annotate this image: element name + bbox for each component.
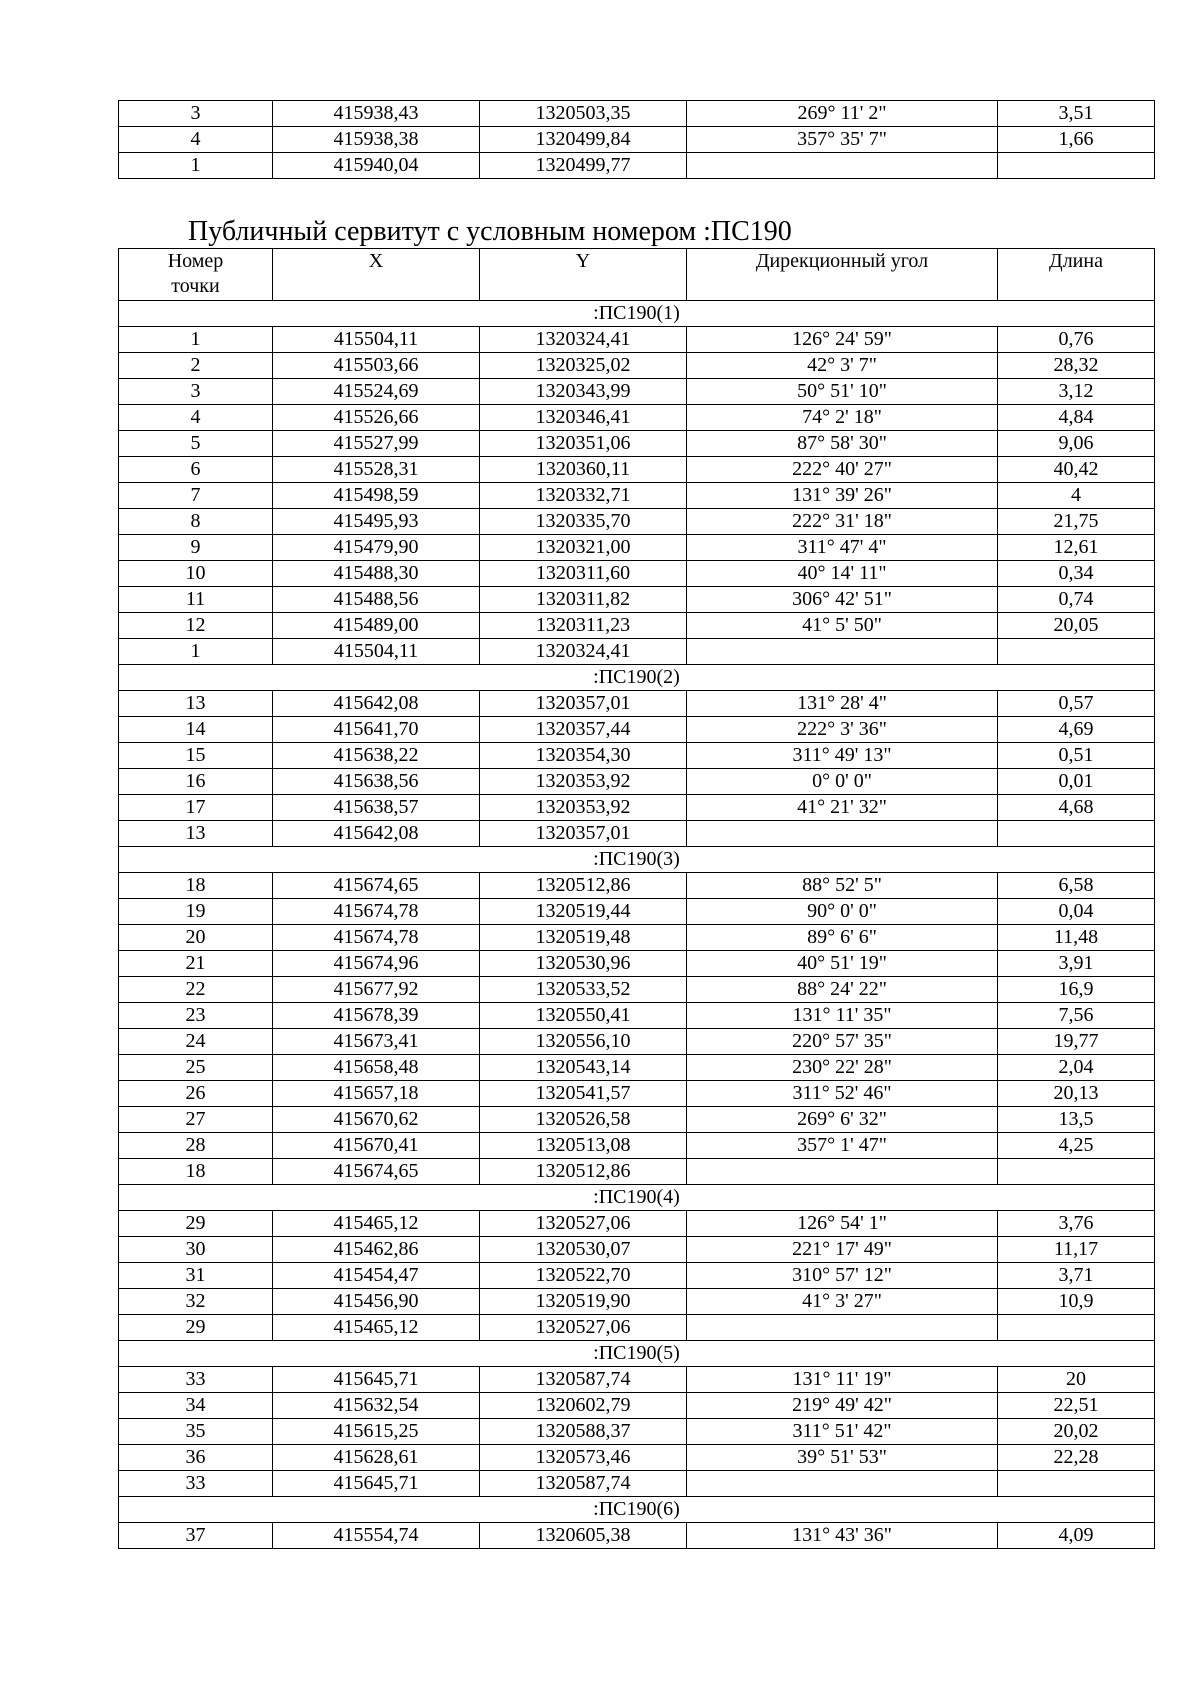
table-row xyxy=(119,1419,1155,1445)
length-cell xyxy=(998,153,1155,179)
direction-angle-cell: 230° 22' 28" xyxy=(687,1055,998,1081)
length-cell: 4,09 xyxy=(998,1523,1155,1549)
direction-angle-cell: 310° 57' 12" xyxy=(687,1263,998,1289)
table-row xyxy=(119,431,1155,457)
y-cell: 1320541,57 xyxy=(480,1081,687,1107)
length-cell: 7,56 xyxy=(998,1003,1155,1029)
y-cell: 1320519,90 xyxy=(480,1289,687,1315)
point-number-cell: 1 xyxy=(119,639,273,665)
table-row xyxy=(119,353,1155,379)
length-cell: 11,48 xyxy=(998,925,1155,951)
direction-angle-cell xyxy=(687,1315,998,1341)
point-number-cell: 33 xyxy=(119,1471,273,1497)
table-row xyxy=(119,1159,1155,1185)
table-row xyxy=(119,1393,1155,1419)
direction-angle-cell: 219° 49' 42" xyxy=(687,1393,998,1419)
x-cell: 415462,86 xyxy=(273,1237,480,1263)
x-cell: 415488,56 xyxy=(273,587,480,613)
point-number-cell: 3 xyxy=(119,379,273,405)
y-cell: 1320512,86 xyxy=(480,1159,687,1185)
x-cell: 415498,59 xyxy=(273,483,480,509)
x-cell: 415677,92 xyxy=(273,977,480,1003)
table-row xyxy=(119,457,1155,483)
section-row xyxy=(119,301,1155,327)
direction-angle-cell: 311° 49' 13" xyxy=(687,743,998,769)
y-cell: 1320526,58 xyxy=(480,1107,687,1133)
length-cell: 4,84 xyxy=(998,405,1155,431)
table-row xyxy=(119,821,1155,847)
x-cell: 415528,31 xyxy=(273,457,480,483)
direction-angle-cell: 357° 35' 7" xyxy=(687,127,998,153)
y-cell: 1320602,79 xyxy=(480,1393,687,1419)
table-row xyxy=(119,1523,1155,1549)
x-cell: 415454,47 xyxy=(273,1263,480,1289)
point-number-cell: 36 xyxy=(119,1445,273,1471)
table-row xyxy=(119,1237,1155,1263)
direction-angle-cell: 126° 24' 59" xyxy=(687,327,998,353)
point-number-cell: 33 xyxy=(119,1367,273,1393)
x-cell: 415678,39 xyxy=(273,1003,480,1029)
length-cell: 16,9 xyxy=(998,977,1155,1003)
y-cell: 1320605,38 xyxy=(480,1523,687,1549)
direction-angle-cell: 221° 17' 49" xyxy=(687,1237,998,1263)
x-cell: 415938,43 xyxy=(273,101,480,127)
table-row xyxy=(119,899,1155,925)
point-number-cell: 15 xyxy=(119,743,273,769)
direction-angle-cell xyxy=(687,1159,998,1185)
table-row xyxy=(119,743,1155,769)
point-number-cell: 4 xyxy=(119,127,273,153)
table-row xyxy=(119,717,1155,743)
x-cell: 415645,71 xyxy=(273,1471,480,1497)
y-cell: 1320324,41 xyxy=(480,327,687,353)
x-cell: 415642,08 xyxy=(273,821,480,847)
direction-angle-cell: 311° 52' 46" xyxy=(687,1081,998,1107)
table-row xyxy=(119,587,1155,613)
y-cell: 1320332,71 xyxy=(480,483,687,509)
direction-angle-cell: 87° 58' 30" xyxy=(687,431,998,457)
direction-angle-cell: 88° 24' 22" xyxy=(687,977,998,1003)
table-row xyxy=(119,769,1155,795)
point-number-cell: 37 xyxy=(119,1523,273,1549)
direction-angle-cell: 90° 0' 0" xyxy=(687,899,998,925)
point-number-cell: 32 xyxy=(119,1289,273,1315)
direction-angle-cell: 74° 2' 18" xyxy=(687,405,998,431)
direction-angle-cell: 220° 57' 35" xyxy=(687,1029,998,1055)
table-row xyxy=(119,483,1155,509)
direction-angle-cell: 131° 28' 4" xyxy=(687,691,998,717)
table-row xyxy=(119,127,1155,153)
direction-angle-cell: 311° 51' 42" xyxy=(687,1419,998,1445)
y-cell: 1320519,44 xyxy=(480,899,687,925)
y-cell: 1320519,48 xyxy=(480,925,687,951)
length-cell: 3,12 xyxy=(998,379,1155,405)
y-cell: 1320503,35 xyxy=(480,101,687,127)
length-cell: 28,32 xyxy=(998,353,1155,379)
y-cell: 1320354,30 xyxy=(480,743,687,769)
y-cell: 1320530,07 xyxy=(480,1237,687,1263)
direction-angle-cell: 222° 3' 36" xyxy=(687,717,998,743)
point-number-cell: 25 xyxy=(119,1055,273,1081)
direction-angle-cell: 306° 42' 51" xyxy=(687,587,998,613)
table-row xyxy=(119,1055,1155,1081)
length-cell: 3,51 xyxy=(998,101,1155,127)
table-row xyxy=(119,101,1155,127)
x-cell: 415489,00 xyxy=(273,613,480,639)
section-row xyxy=(119,1185,1155,1211)
point-number-cell: 18 xyxy=(119,873,273,899)
x-cell: 415456,90 xyxy=(273,1289,480,1315)
y-cell: 1320556,10 xyxy=(480,1029,687,1055)
direction-angle-cell: 88° 52' 5" xyxy=(687,873,998,899)
x-cell: 415657,18 xyxy=(273,1081,480,1107)
direction-angle-cell xyxy=(687,639,998,665)
x-cell: 415465,12 xyxy=(273,1315,480,1341)
point-number-cell: 13 xyxy=(119,691,273,717)
x-cell: 415638,22 xyxy=(273,743,480,769)
point-number-cell: 8 xyxy=(119,509,273,535)
length-cell: 19,77 xyxy=(998,1029,1155,1055)
table-row xyxy=(119,1315,1155,1341)
point-number-cell: 6 xyxy=(119,457,273,483)
section-label: :ПС190(3) xyxy=(119,847,1155,873)
direction-angle-cell: 222° 40' 27" xyxy=(687,457,998,483)
point-number-cell: 28 xyxy=(119,1133,273,1159)
table-row xyxy=(119,535,1155,561)
table-row xyxy=(119,951,1155,977)
length-cell: 0,76 xyxy=(998,327,1155,353)
table-row xyxy=(119,405,1155,431)
x-cell: 415554,74 xyxy=(273,1523,480,1549)
direction-angle-cell: 39° 51' 53" xyxy=(687,1445,998,1471)
y-cell: 1320325,02 xyxy=(480,353,687,379)
length-cell xyxy=(998,1159,1155,1185)
table-row xyxy=(119,1081,1155,1107)
header-x: X xyxy=(273,249,480,301)
y-cell: 1320353,92 xyxy=(480,795,687,821)
point-number-cell: 11 xyxy=(119,587,273,613)
point-number-cell: 17 xyxy=(119,795,273,821)
direction-angle-cell: 40° 51' 19" xyxy=(687,951,998,977)
length-cell: 20,13 xyxy=(998,1081,1155,1107)
x-cell: 415641,70 xyxy=(273,717,480,743)
point-number-cell: 29 xyxy=(119,1315,273,1341)
point-number-cell: 27 xyxy=(119,1107,273,1133)
servitude-coordinates-table xyxy=(118,248,1155,1549)
header-point-number: Номер точки xyxy=(119,249,273,301)
length-cell: 22,28 xyxy=(998,1445,1155,1471)
y-cell: 1320324,41 xyxy=(480,639,687,665)
table-row xyxy=(119,327,1155,353)
y-cell: 1320527,06 xyxy=(480,1211,687,1237)
x-cell: 415638,57 xyxy=(273,795,480,821)
y-cell: 1320587,74 xyxy=(480,1367,687,1393)
x-cell: 415674,78 xyxy=(273,899,480,925)
section-row xyxy=(119,665,1155,691)
direction-angle-cell xyxy=(687,153,998,179)
x-cell: 415638,56 xyxy=(273,769,480,795)
y-cell: 1320513,08 xyxy=(480,1133,687,1159)
y-cell: 1320343,99 xyxy=(480,379,687,405)
table-row xyxy=(119,1003,1155,1029)
length-cell: 3,91 xyxy=(998,951,1155,977)
length-cell: 0,34 xyxy=(998,561,1155,587)
header-row xyxy=(119,249,1155,301)
point-number-cell: 16 xyxy=(119,769,273,795)
x-cell: 415658,48 xyxy=(273,1055,480,1081)
length-cell: 20 xyxy=(998,1367,1155,1393)
table-row xyxy=(119,977,1155,1003)
x-cell: 415940,04 xyxy=(273,153,480,179)
length-cell: 12,61 xyxy=(998,535,1155,561)
length-cell: 3,76 xyxy=(998,1211,1155,1237)
x-cell: 415674,65 xyxy=(273,1159,480,1185)
y-cell: 1320588,37 xyxy=(480,1419,687,1445)
x-cell: 415488,30 xyxy=(273,561,480,587)
x-cell: 415503,66 xyxy=(273,353,480,379)
y-cell: 1320346,41 xyxy=(480,405,687,431)
length-cell: 4,69 xyxy=(998,717,1155,743)
y-cell: 1320321,00 xyxy=(480,535,687,561)
x-cell: 415504,11 xyxy=(273,327,480,353)
table-row xyxy=(119,1263,1155,1289)
x-cell: 415465,12 xyxy=(273,1211,480,1237)
table-row xyxy=(119,1471,1155,1497)
length-cell: 0,04 xyxy=(998,899,1155,925)
direction-angle-cell: 41° 5' 50" xyxy=(687,613,998,639)
header-y: Y xyxy=(480,249,687,301)
y-cell: 1320522,70 xyxy=(480,1263,687,1289)
length-cell: 22,51 xyxy=(998,1393,1155,1419)
x-cell: 415628,61 xyxy=(273,1445,480,1471)
point-number-cell: 34 xyxy=(119,1393,273,1419)
length-cell: 2,04 xyxy=(998,1055,1155,1081)
y-cell: 1320353,92 xyxy=(480,769,687,795)
length-cell: 0,57 xyxy=(998,691,1155,717)
length-cell: 0,51 xyxy=(998,743,1155,769)
table-row xyxy=(119,639,1155,665)
x-cell: 415670,41 xyxy=(273,1133,480,1159)
section-label: :ПС190(6) xyxy=(119,1497,1155,1523)
direction-angle-cell xyxy=(687,1471,998,1497)
point-number-cell: 1 xyxy=(119,153,273,179)
point-number-cell: 7 xyxy=(119,483,273,509)
y-cell: 1320357,01 xyxy=(480,691,687,717)
point-number-cell: 22 xyxy=(119,977,273,1003)
y-cell: 1320311,82 xyxy=(480,587,687,613)
x-cell: 415527,99 xyxy=(273,431,480,457)
length-cell: 6,58 xyxy=(998,873,1155,899)
x-cell: 415524,69 xyxy=(273,379,480,405)
section-row xyxy=(119,1341,1155,1367)
table-row xyxy=(119,1289,1155,1315)
length-cell: 3,71 xyxy=(998,1263,1155,1289)
direction-angle-cell: 131° 11' 35" xyxy=(687,1003,998,1029)
top-table-body xyxy=(119,101,1155,179)
point-number-cell: 9 xyxy=(119,535,273,561)
y-cell: 1320530,96 xyxy=(480,951,687,977)
direction-angle-cell: 0° 0' 0" xyxy=(687,769,998,795)
length-cell: 21,75 xyxy=(998,509,1155,535)
length-cell: 20,02 xyxy=(998,1419,1155,1445)
x-cell: 415645,71 xyxy=(273,1367,480,1393)
point-number-cell: 4 xyxy=(119,405,273,431)
table-row xyxy=(119,691,1155,717)
table-row xyxy=(119,1211,1155,1237)
direction-angle-cell: 131° 43' 36" xyxy=(687,1523,998,1549)
length-cell: 9,06 xyxy=(998,431,1155,457)
table-row xyxy=(119,873,1155,899)
y-cell: 1320335,70 xyxy=(480,509,687,535)
point-number-cell: 14 xyxy=(119,717,273,743)
point-number-cell: 10 xyxy=(119,561,273,587)
table-row xyxy=(119,1445,1155,1471)
point-number-cell: 3 xyxy=(119,101,273,127)
x-cell: 415615,25 xyxy=(273,1419,480,1445)
x-cell: 415504,11 xyxy=(273,639,480,665)
x-cell: 415479,90 xyxy=(273,535,480,561)
direction-angle-cell: 269° 6' 32" xyxy=(687,1107,998,1133)
point-number-cell: 26 xyxy=(119,1081,273,1107)
length-cell: 11,17 xyxy=(998,1237,1155,1263)
table-row xyxy=(119,1029,1155,1055)
length-cell: 4 xyxy=(998,483,1155,509)
y-cell: 1320360,11 xyxy=(480,457,687,483)
section-label: :ПС190(5) xyxy=(119,1341,1155,1367)
length-cell: 40,42 xyxy=(998,457,1155,483)
length-cell xyxy=(998,639,1155,665)
table-row xyxy=(119,1133,1155,1159)
direction-angle-cell: 42° 3' 7" xyxy=(687,353,998,379)
y-cell: 1320499,84 xyxy=(480,127,687,153)
point-number-cell: 13 xyxy=(119,821,273,847)
point-number-cell: 21 xyxy=(119,951,273,977)
length-cell: 0,74 xyxy=(998,587,1155,613)
y-cell: 1320357,01 xyxy=(480,821,687,847)
point-number-cell: 19 xyxy=(119,899,273,925)
length-cell: 4,68 xyxy=(998,795,1155,821)
x-cell: 415670,62 xyxy=(273,1107,480,1133)
direction-angle-cell: 89° 6' 6" xyxy=(687,925,998,951)
table-row xyxy=(119,561,1155,587)
length-cell: 0,01 xyxy=(998,769,1155,795)
direction-angle-cell: 41° 21' 32" xyxy=(687,795,998,821)
section-row xyxy=(119,847,1155,873)
length-cell xyxy=(998,821,1155,847)
length-cell: 4,25 xyxy=(998,1133,1155,1159)
length-cell: 10,9 xyxy=(998,1289,1155,1315)
y-cell: 1320311,23 xyxy=(480,613,687,639)
length-cell: 13,5 xyxy=(998,1107,1155,1133)
y-cell: 1320512,86 xyxy=(480,873,687,899)
y-cell: 1320499,77 xyxy=(480,153,687,179)
table-row xyxy=(119,1107,1155,1133)
length-cell: 1,66 xyxy=(998,127,1155,153)
length-cell xyxy=(998,1471,1155,1497)
table-row xyxy=(119,509,1155,535)
table-header xyxy=(119,249,1155,301)
y-cell: 1320527,06 xyxy=(480,1315,687,1341)
point-number-cell: 24 xyxy=(119,1029,273,1055)
section-label: :ПС190(2) xyxy=(119,665,1155,691)
header-direction-angle: Дирекционный угол xyxy=(687,249,998,301)
point-number-cell: 23 xyxy=(119,1003,273,1029)
length-cell: 20,05 xyxy=(998,613,1155,639)
table-row xyxy=(119,153,1155,179)
direction-angle-cell: 126° 54' 1" xyxy=(687,1211,998,1237)
table-row xyxy=(119,925,1155,951)
page-title: Публичный сервитут с условным номером :ПС190 xyxy=(188,216,792,247)
direction-angle-cell: 131° 39' 26" xyxy=(687,483,998,509)
point-number-cell: 30 xyxy=(119,1237,273,1263)
point-number-cell: 29 xyxy=(119,1211,273,1237)
x-cell: 415674,65 xyxy=(273,873,480,899)
section-label: :ПС190(1) xyxy=(119,301,1155,327)
y-cell: 1320573,46 xyxy=(480,1445,687,1471)
direction-angle-cell: 40° 14' 11" xyxy=(687,561,998,587)
x-cell: 415938,38 xyxy=(273,127,480,153)
y-cell: 1320543,14 xyxy=(480,1055,687,1081)
point-number-cell: 5 xyxy=(119,431,273,457)
table-row xyxy=(119,795,1155,821)
length-cell xyxy=(998,1315,1155,1341)
coordinates-table-continued xyxy=(118,100,1155,179)
direction-angle-cell: 41° 3' 27" xyxy=(687,1289,998,1315)
direction-angle-cell: 50° 51' 10" xyxy=(687,379,998,405)
point-number-cell: 35 xyxy=(119,1419,273,1445)
x-cell: 415526,66 xyxy=(273,405,480,431)
direction-angle-cell xyxy=(687,821,998,847)
y-cell: 1320550,41 xyxy=(480,1003,687,1029)
table-row xyxy=(119,1367,1155,1393)
table-row xyxy=(119,379,1155,405)
x-cell: 415674,78 xyxy=(273,925,480,951)
y-cell: 1320351,06 xyxy=(480,431,687,457)
x-cell: 415642,08 xyxy=(273,691,480,717)
point-number-cell: 1 xyxy=(119,327,273,353)
direction-angle-cell: 131° 11' 19" xyxy=(687,1367,998,1393)
direction-angle-cell: 311° 47' 4" xyxy=(687,535,998,561)
header-length: Длина xyxy=(998,249,1155,301)
point-number-cell: 12 xyxy=(119,613,273,639)
y-cell: 1320587,74 xyxy=(480,1471,687,1497)
section-label: :ПС190(4) xyxy=(119,1185,1155,1211)
direction-angle-cell: 357° 1' 47" xyxy=(687,1133,998,1159)
point-number-cell: 18 xyxy=(119,1159,273,1185)
point-number-cell: 20 xyxy=(119,925,273,951)
direction-angle-cell: 269° 11' 2" xyxy=(687,101,998,127)
x-cell: 415673,41 xyxy=(273,1029,480,1055)
x-cell: 415632,54 xyxy=(273,1393,480,1419)
y-cell: 1320311,60 xyxy=(480,561,687,587)
y-cell: 1320357,44 xyxy=(480,717,687,743)
section-row xyxy=(119,1497,1155,1523)
point-number-cell: 2 xyxy=(119,353,273,379)
main-table-body xyxy=(119,301,1155,1549)
x-cell: 415495,93 xyxy=(273,509,480,535)
x-cell: 415674,96 xyxy=(273,951,480,977)
point-number-cell: 31 xyxy=(119,1263,273,1289)
direction-angle-cell: 222° 31' 18" xyxy=(687,509,998,535)
y-cell: 1320533,52 xyxy=(480,977,687,1003)
table-row xyxy=(119,613,1155,639)
